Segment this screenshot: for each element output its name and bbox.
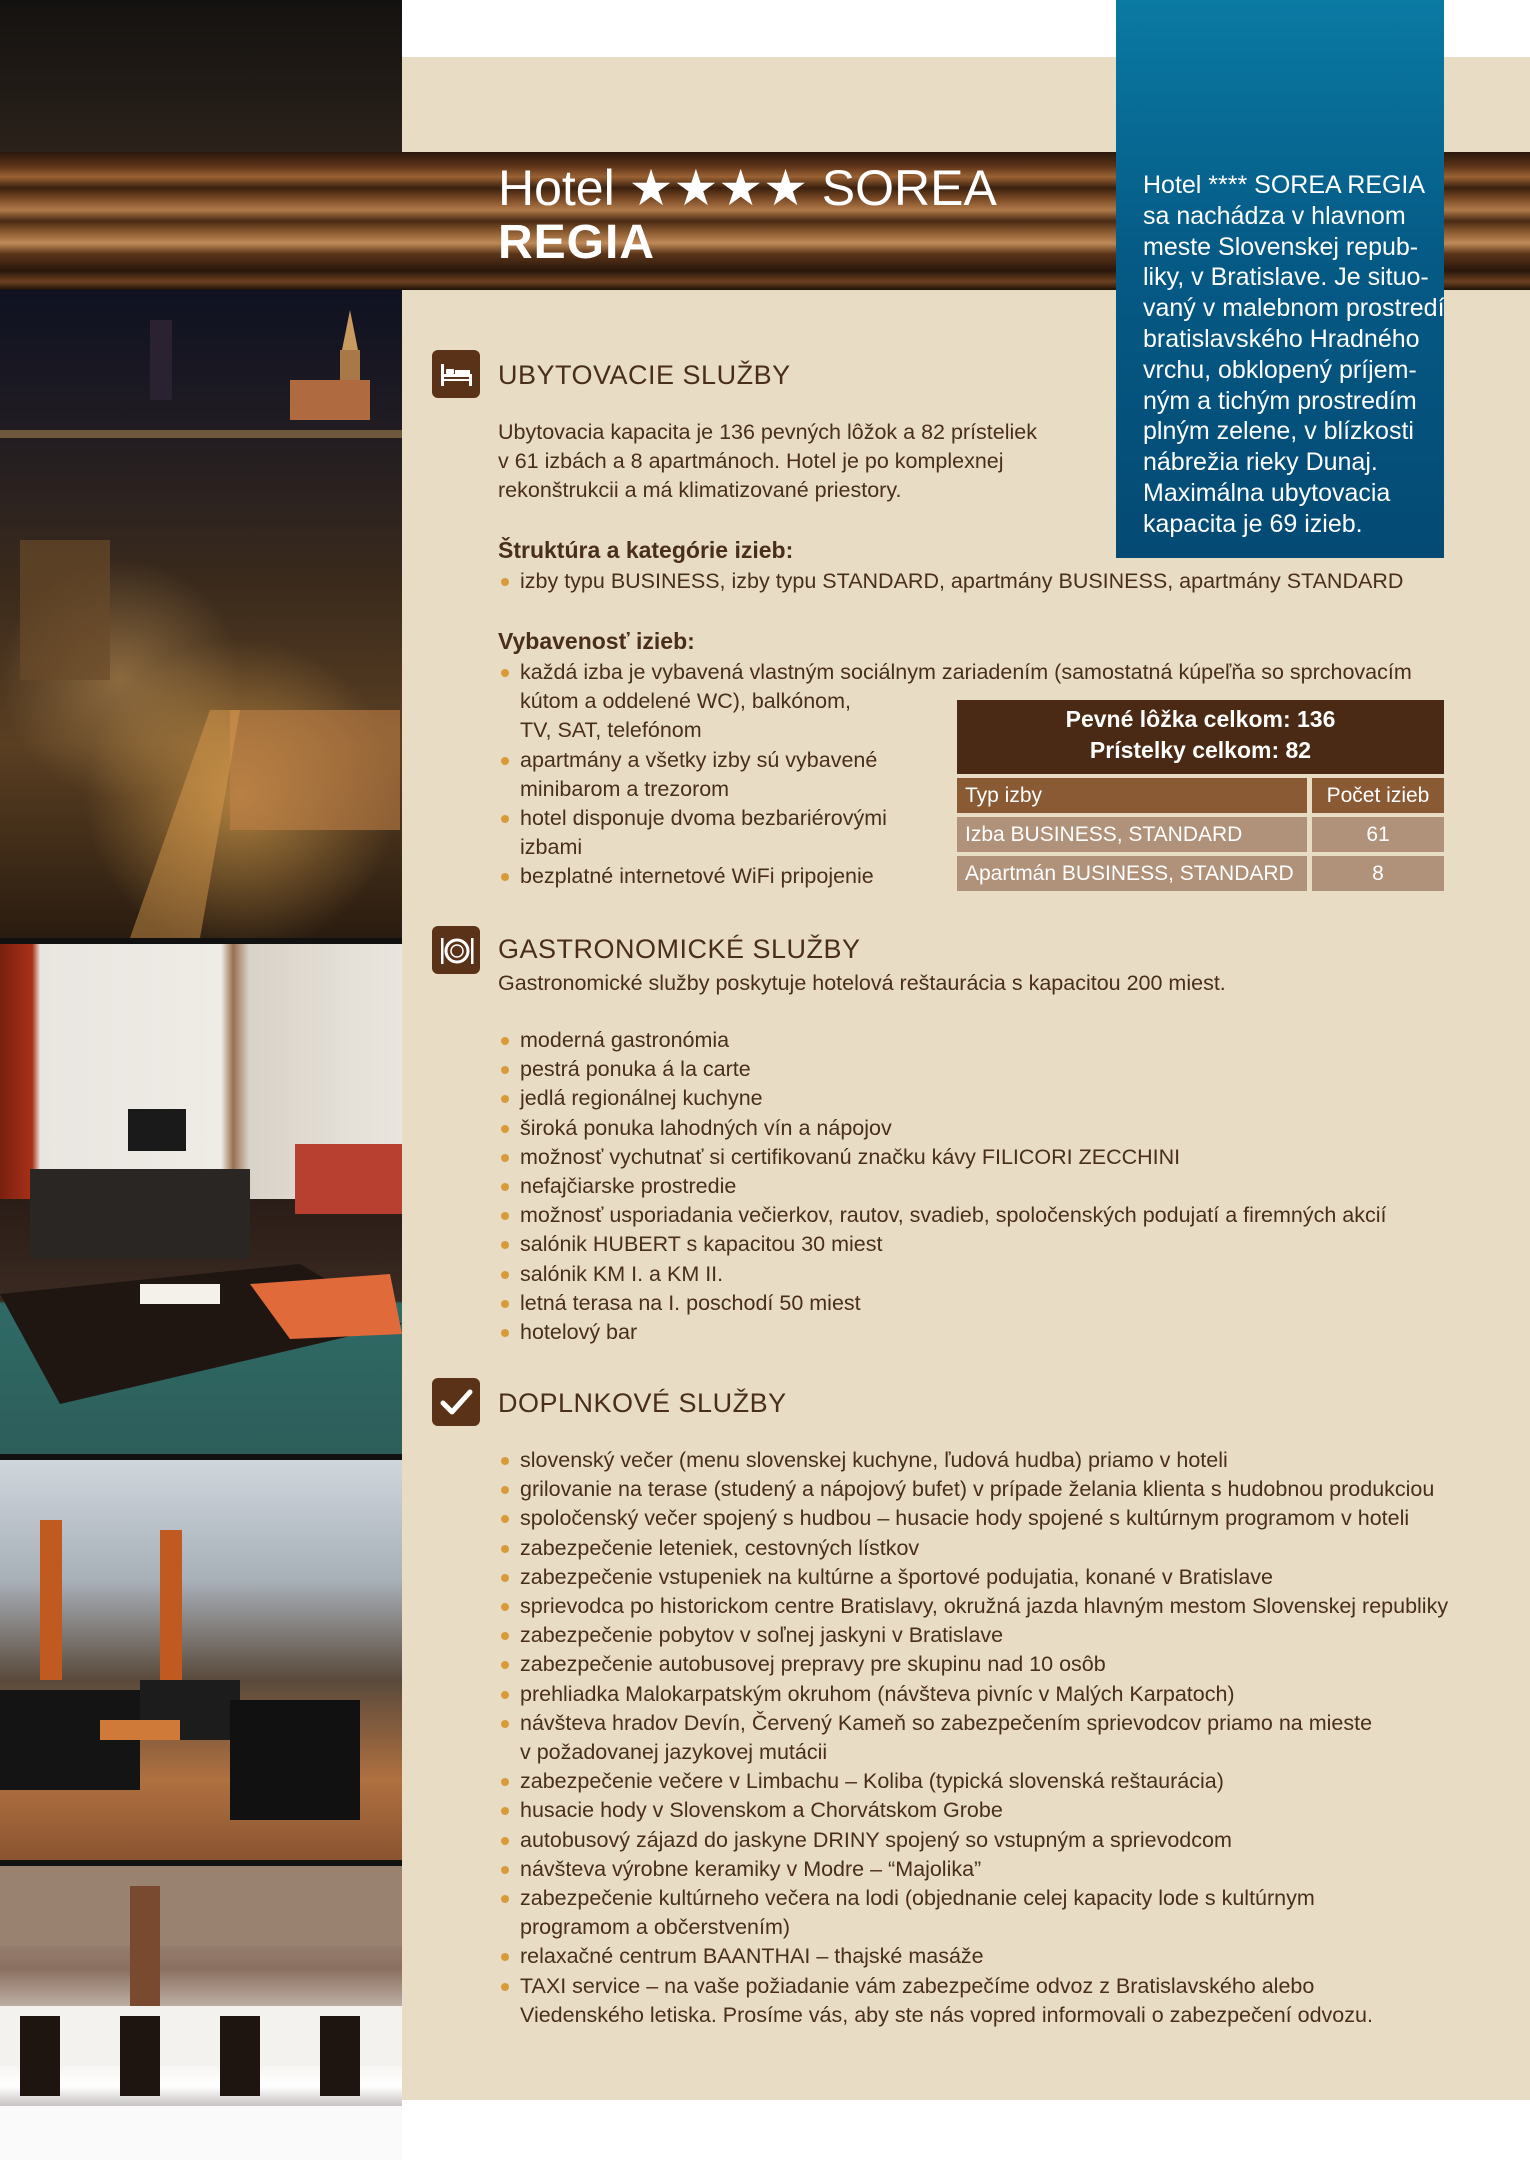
list-item: zabezpečenie kultúrneho večera na lodi (objednanie celej kapacity lode s kultúrnym: [498, 1884, 1448, 1913]
list-item: návšteva hradov Devín, Červený Kameň so zabezpečením sprievodcov priamo na mieste: [498, 1709, 1448, 1738]
restaurant-tables: [0, 1866, 402, 2160]
list-item: bezplatné internetové WiFi pripojenie: [498, 862, 1412, 891]
list-item: prehliadka Malokarpatským okruhom (návšteva pivníc v Malých Karpatoch): [498, 1680, 1448, 1709]
list-item: zabezpečenie leteniek, cestovných lístkov: [498, 1534, 1448, 1563]
table-cell-type: Izba BUSINESS, STANDARD: [957, 817, 1307, 852]
list-item: spoločenský večer spojený s hudbou – husacie hody spojené s kultúrnym programom v hoteli: [498, 1504, 1448, 1533]
list-item: moderná gastronómia: [498, 1026, 1387, 1055]
photo-column: [0, 0, 402, 2160]
table-header-count: Počet izieb: [1312, 778, 1444, 813]
list-item: grilovanie na terase (studený a nápojový bufet) v prípade želania klienta s hudobnou produkciou: [498, 1475, 1448, 1504]
lobby-furniture: [0, 1460, 402, 1860]
gastronomy-heading: GASTRONOMICKÉ SLUŽBY: [498, 934, 861, 964]
list-item-continuation: programom a občerstvením): [520, 1915, 791, 1940]
bottom-white-band: [402, 2100, 1530, 2160]
list-item: pestrá ponuka á la carte: [498, 1055, 1387, 1084]
intro-text: Hotel **** SOREA REGIA sa nachádza v hlavnom meste Slovenskej repub- liky, v Bratislave. Je situo- vaný v malebnom prostredí bratislavského Hradného vrchu, obklopený príjem- ným a tichým prostredím plným zelene, v blízkosti nábrežia rieky Dunaj. Maximálna ubytovacia kapacita je 69 izieb.: [1143, 171, 1445, 538]
city-silhouette: [0, 290, 402, 938]
table-header-type: Typ izby: [957, 778, 1307, 813]
list-item: apartmány a všetky izby sú vybavené: [498, 746, 1412, 775]
gastronomy-intro: Gastronomické služby poskytuje hotelová reštaurácia s kapacitou 200 miest.: [498, 971, 1226, 995]
list-item: možnosť usporiadania večierkov, rautov, svadieb, spoločenských podujatí a firemných akcií: [498, 1201, 1387, 1230]
list-item-continuation: kútom a oddelené WC), balkónom,: [520, 689, 852, 714]
list-item-continuation: minibarom a trezorom: [520, 776, 730, 801]
list-item: slovenský večer (menu slovenskej kuchyne, ľudová hudba) priamo v hoteli: [498, 1446, 1448, 1475]
list-item: zabezpečenie vstupeniek na kultúrne a športové podujatia, konané v Bratislave: [498, 1563, 1448, 1592]
structure-heading: Štruktúra a kategórie izieb:: [498, 537, 794, 563]
table-row: [957, 817, 1444, 852]
checkmark-icon: [432, 1378, 480, 1426]
list-item: hotel disponuje dvoma bezbariérovými: [498, 804, 1412, 833]
photo-lobby: [0, 1460, 402, 1860]
photo-top-dark: [0, 0, 402, 152]
list-item: izby typu BUSINESS, izby typu STANDARD, apartmány BUSINESS, apartmány STANDARD: [498, 567, 1403, 596]
table-row: [957, 856, 1444, 891]
room-furniture: [0, 944, 402, 1454]
list-item: zabezpečenie autobusovej prepravy pre skupinu nad 10 osôb: [498, 1650, 1448, 1679]
accommodation-heading: UBYTOVACIE SLUŽBY: [498, 360, 791, 390]
capacity-summary: Pevné lôžka celkom: 136 Prístelky celkom: 82: [957, 700, 1444, 774]
list-item-continuation: v požadovanej jazykovej mutácii: [520, 1740, 828, 1765]
list-item: možnosť vychutnať si certifikovanú značku kávy FILICORI ZECCHINI: [498, 1143, 1387, 1172]
title-line-2: REGIA: [498, 216, 656, 269]
list-item: sprievodca po historickom centre Bratislavy, okružná jazda hlavným mestom Slovenskej republiky: [498, 1592, 1448, 1621]
hotel-title: [498, 160, 997, 270]
additional-heading: DOPLNKOVÉ SLUŽBY: [498, 1388, 787, 1418]
equipment-heading: Vybavenosť izieb:: [498, 628, 695, 654]
list-item: zabezpečenie večere v Limbachu – Koliba (typická slovenská reštaurácia): [498, 1767, 1448, 1796]
list-item-continuation: TV, SAT, telefónom: [520, 718, 702, 743]
table-cell-count: 61: [1312, 817, 1444, 852]
title-line-1: Hotel ★★★★ SOREA: [498, 160, 997, 216]
photo-bratislava-night: [0, 290, 402, 938]
photo-hotel-room: [0, 944, 402, 1454]
gastronomy-list: [498, 1026, 1387, 1347]
list-item: letná terasa na I. poschodí 50 miest: [498, 1289, 1387, 1318]
room-table: [957, 778, 1444, 895]
list-item: autobusový zájazd do jaskyne DRINY spojený so vstupným a sprievodcom: [498, 1826, 1448, 1855]
structure-list: [498, 567, 1403, 596]
list-item-continuation: izbami: [520, 835, 583, 860]
table-cell-type: Apartmán BUSINESS, STANDARD: [957, 856, 1307, 891]
table-cell-count: 8: [1312, 856, 1444, 891]
list-item-continuation: Viedenského letiska. Prosíme vás, aby ste nás vopred informovali o zabezpečení odvozu.: [520, 2002, 1373, 2027]
plate-icon: [432, 926, 480, 974]
list-item: relaxačné centrum BAANTHAI – thajské masáže: [498, 1942, 1448, 1971]
accommodation-paragraph: Ubytovacia kapacita je 136 pevných lôžok a 82 prísteliek v 61 izbách a 8 apartmánoch. Hotel je po komplexnej rekonštrukcii a má klimatizované priestory.: [498, 420, 1038, 502]
list-item: jedlá regionálnej kuchyne: [498, 1084, 1387, 1113]
list-item: nefajčiarske prostredie: [498, 1172, 1387, 1201]
list-item: široká ponuka lahodných vín a nápojov: [498, 1114, 1387, 1143]
list-item: zabezpečenie pobytov v soľnej jaskyni v Bratislave: [498, 1621, 1448, 1650]
additional-list: [498, 1446, 1448, 2030]
list-item: TAXI service – na vaše požiadanie vám zabezpečíme odvoz z Bratislavského alebo: [498, 1972, 1448, 2001]
list-item: hotelový bar: [498, 1318, 1387, 1347]
list-item: každá izba je vybavená vlastným sociálnym zariadením (samostatná kúpeľňa so sprchovacím: [498, 658, 1412, 687]
bed-icon: [432, 350, 480, 398]
list-item: návšteva výrobne keramiky v Modre – “Majolika”: [498, 1855, 1448, 1884]
table-header-row: [957, 778, 1444, 813]
list-item: husacie hody v Slovenskom a Chorvátskom Grobe: [498, 1796, 1448, 1825]
photo-restaurant: [0, 1866, 402, 2160]
list-item: salónik HUBERT s kapacitou 30 miest: [498, 1230, 1387, 1259]
list-item: salónik KM I. a KM II.: [498, 1260, 1387, 1289]
